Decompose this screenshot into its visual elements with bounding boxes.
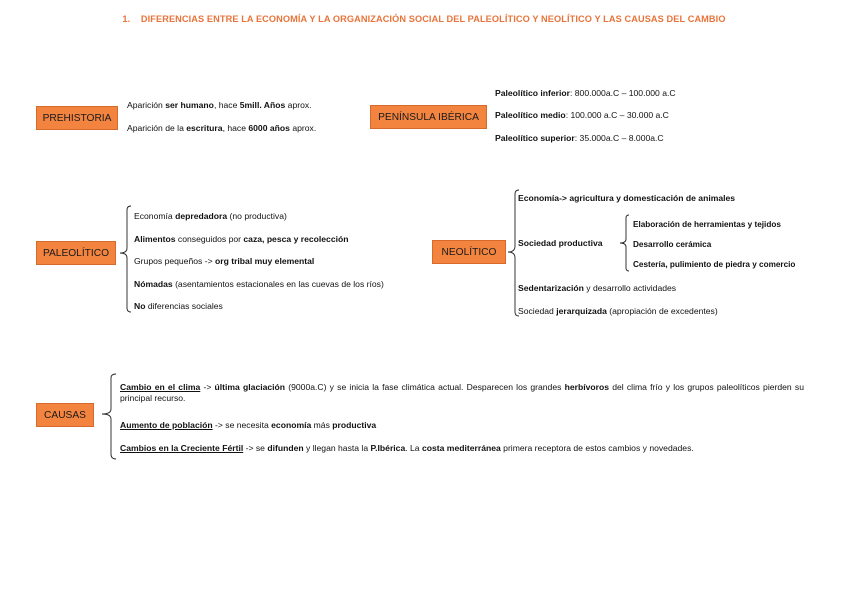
prehistoria-line-1: Aparición ser humano, hace 5mill. Años aprox. bbox=[127, 100, 312, 110]
page-title: 1. DIFERENCIAS ENTRE LA ECONOMÍA Y LA ORGANIZACIÓN SOCIAL DEL PALEOLÍTICO Y NEOLÍTICO Y LAS CAUSAS DEL CAMBIO bbox=[122, 14, 726, 24]
paleolitico-diferencias: No diferencias sociales bbox=[134, 301, 223, 311]
causas-brace bbox=[98, 372, 120, 462]
causa-creciente-fertil: Cambios en la Creciente Fértil -> se difunden y llegan hasta la P.Ibérica. La costa mediterránea primera receptora de estos cambios y novedades. bbox=[120, 443, 694, 453]
paleolitico-medio-item: Paleolítico medio: 100.000 a.C – 30.000 a.C bbox=[495, 110, 669, 120]
neolitico-brace bbox=[504, 188, 524, 320]
sociedad-productiva-brace bbox=[617, 213, 633, 273]
causas-box: CAUSAS bbox=[36, 403, 94, 427]
neolitico-sedentarizacion: Sedentarización y desarrollo actividades bbox=[518, 283, 677, 293]
paleolitico-economia: Economía depredadora (no productiva) bbox=[134, 211, 287, 221]
neolitico-box: NEOLÍTICO bbox=[432, 240, 506, 264]
paleolitico-inferior-item: Paleolítico inferior: 800.000a.C – 100.000 a.C bbox=[495, 88, 676, 98]
sociedad-sub-ceramica: Desarrollo cerámica bbox=[633, 240, 712, 249]
neolitico-sociedad-productiva: Sociedad productiva bbox=[518, 238, 603, 248]
paleolitico-grupos: Grupos pequeños -> org tribal muy elemental bbox=[134, 256, 315, 266]
peninsula-iberica-box: PENÍNSULA IBÉRICA bbox=[370, 105, 487, 129]
paleolitico-nomadas: Nómadas (asentamientos estacionales en las cuevas de los ríos) bbox=[134, 279, 384, 289]
neolitico-economia: Economía-> agricultura y domesticación de animales bbox=[518, 193, 736, 203]
causa-cambio-clima: Cambio en el clima -> última glaciación (9000a.C) y se inicia la fase climática actual. Desparecen los grandes herbívoros del clima frío y los grupos paleolíticos pierden su principal recurso. bbox=[120, 382, 804, 403]
paleolitico-box: PALEOLÍTICO bbox=[36, 241, 116, 265]
prehistoria-line-2: Aparición de la escritura, hace 6000 años aprox. bbox=[127, 123, 317, 133]
sociedad-sub-cesteria: Cestería, pulimiento de piedra y comercio bbox=[633, 260, 796, 269]
causa-aumento-poblacion: Aumento de población -> se necesita economía más productiva bbox=[120, 420, 377, 430]
paleolitico-superior-item: Paleolítico superior: 35.000a.C – 8.000a.C bbox=[495, 133, 664, 143]
sociedad-sub-herramientas: Elaboración de herramientas y tejidos bbox=[633, 220, 781, 229]
prehistoria-box: PREHISTORIA bbox=[36, 106, 118, 130]
paleolitico-brace bbox=[116, 204, 136, 314]
paleolitico-alimentos: Alimentos conseguidos por caza, pesca y recolección bbox=[134, 234, 349, 244]
neolitico-jerarquia: Sociedad jerarquizada (apropiación de excedentes) bbox=[518, 306, 718, 316]
